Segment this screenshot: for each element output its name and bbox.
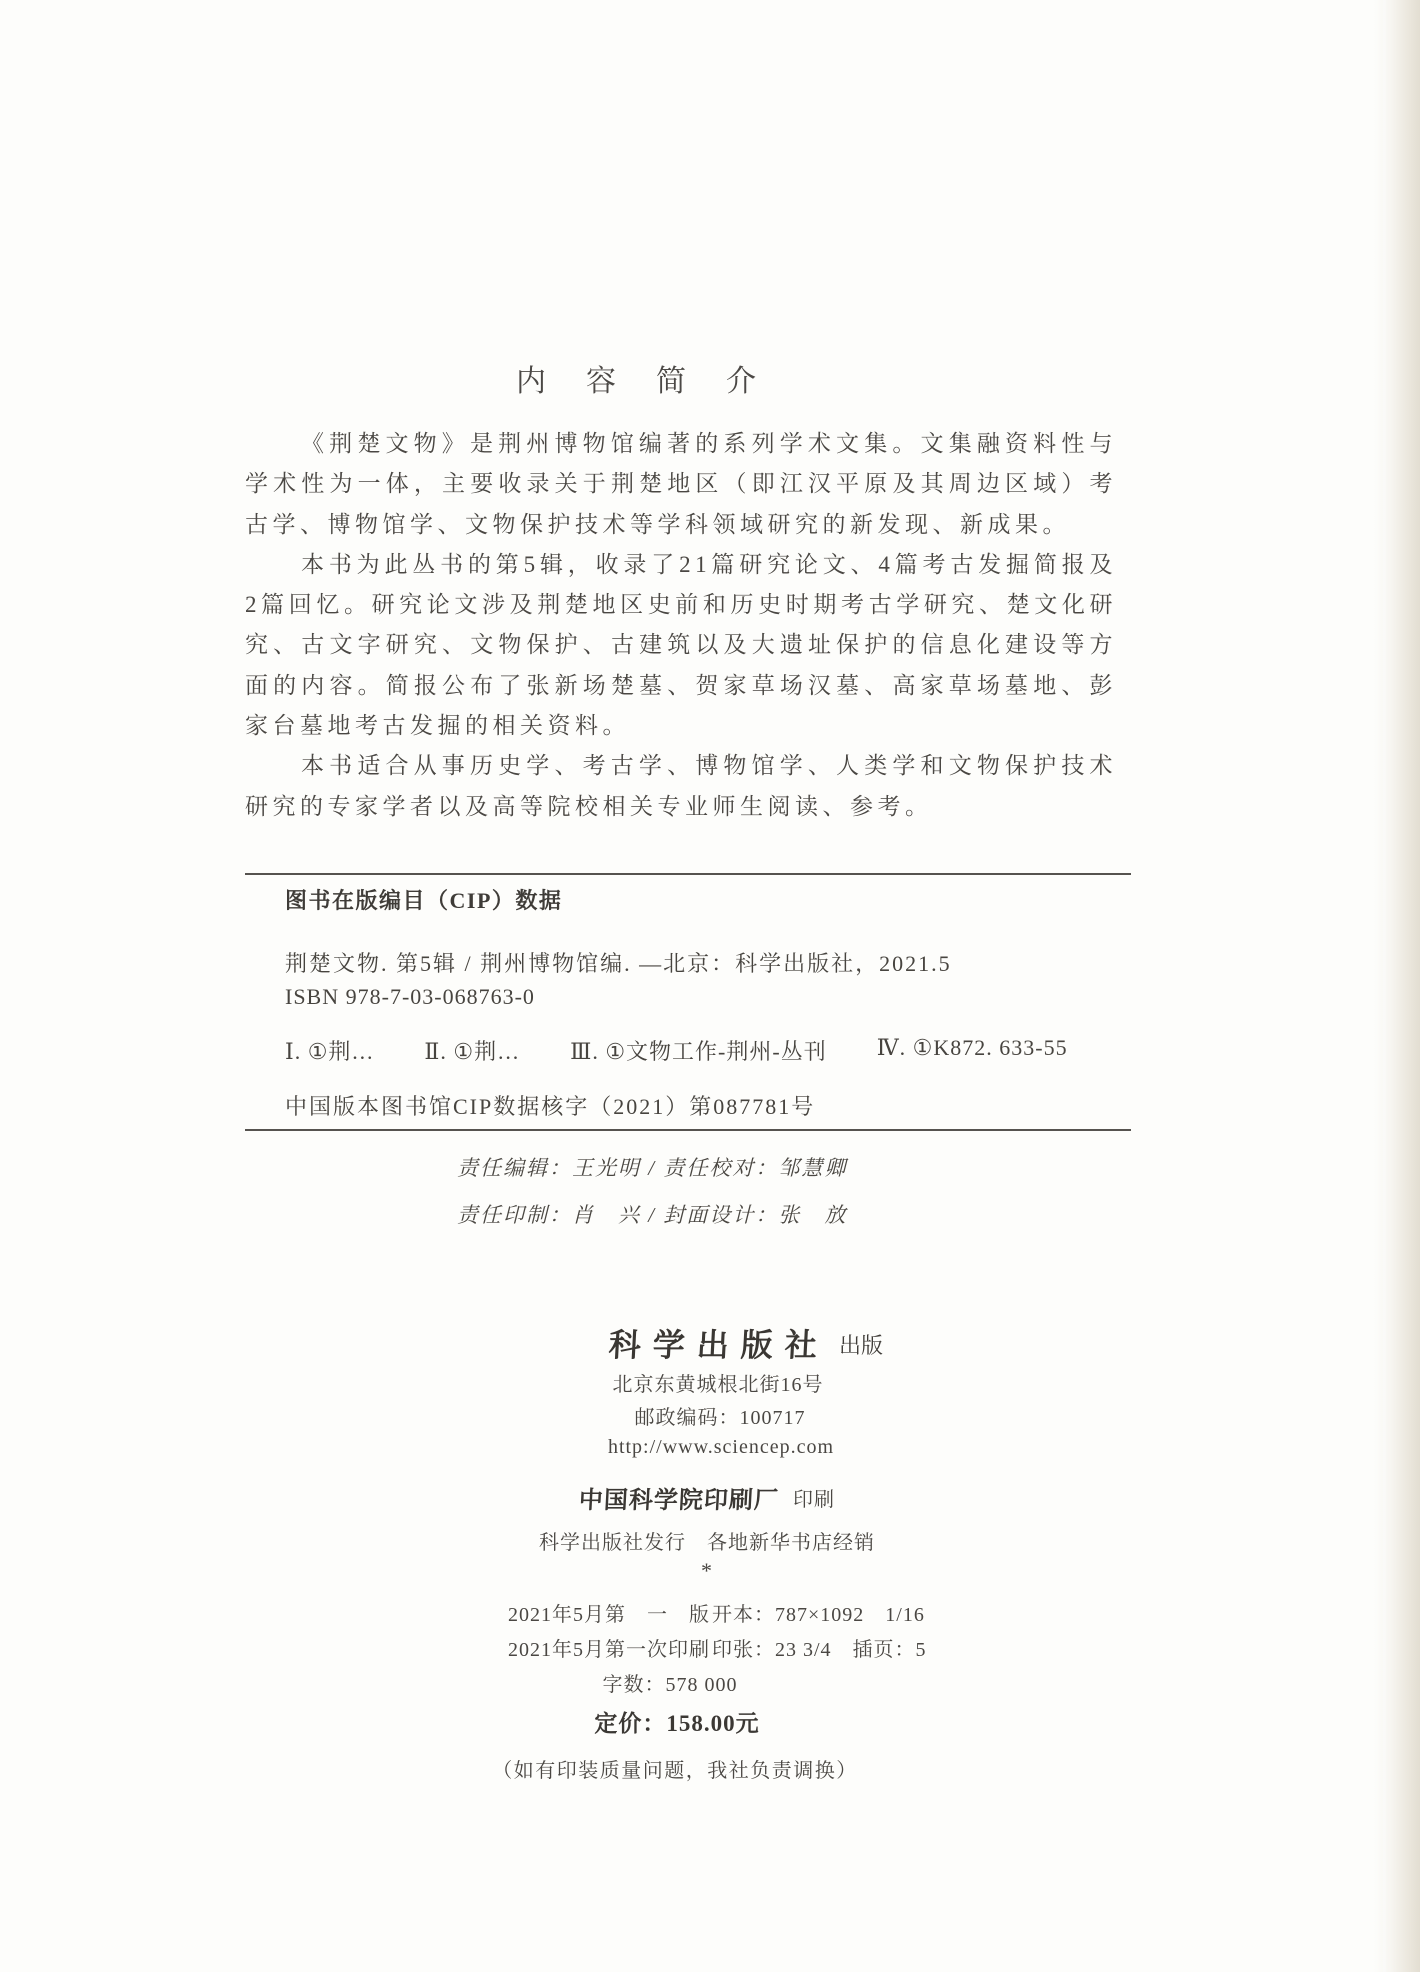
page-title: 内容简介 <box>516 365 796 398</box>
quality-notice-line: （如有印装质量问题，我社负责调换） <box>492 1760 858 1782</box>
cip-classification-item: Ⅳ. ①K872. 633-55 <box>876 1035 1068 1060</box>
cip-isbn-line: ISBN 978-7-03-068763-0 <box>285 984 535 1009</box>
content-summary-block <box>245 424 1117 827</box>
intro-paragraph-1: 《荆楚文物》是荆州博物馆编著的系列学术文集。文集融资料性与学术性为一体，主要收录关于荆楚地区（即江汉平原及其周边区域）考古学、博物馆学、文物保护技术等学科领域研究的新发现、新成果。 <box>245 431 1117 537</box>
price-line: 定价：158.00元 <box>594 1711 760 1736</box>
cip-registry-line: 中国版本图书馆CIP数据核字（2021）第087781号 <box>285 1094 816 1119</box>
publisher-line <box>609 1320 883 1366</box>
publisher-suffix-label: 出版 <box>839 1333 884 1358</box>
page-edge-shadow <box>1374 0 1420 1972</box>
cip-record-line: 荆楚文物. 第5辑 / 荆州博物馆编. —北京：科学出版社，2021.5 <box>285 951 952 976</box>
cip-heading: 图书在版编目（CIP）数据 <box>285 888 563 913</box>
asterisk-separator: * <box>701 1558 713 1583</box>
sheets-spec: 印张：23 3/4 插页：5 <box>712 1639 927 1661</box>
format-spec: 开本：787×1092 1/16 <box>712 1604 925 1626</box>
printer-line <box>579 1480 835 1515</box>
edition-line <box>508 1598 925 1627</box>
publisher-address-line: 北京东黄城根北街16号 <box>612 1374 824 1396</box>
printing-date: 2021年5月第一次印刷 <box>508 1639 710 1661</box>
printer-suffix-label: 印刷 <box>793 1489 835 1511</box>
postcode-line: 邮政编码：100717 <box>634 1407 806 1429</box>
editor-credits-line-1: 责任编辑：王光明 / 责任校对：邹慧卿 <box>457 1156 848 1180</box>
cip-classification-line <box>285 1035 1068 1066</box>
intro-paragraph-2: 本书为此丛书的第5辑，收录了21篇研究论文、4篇考古发掘简报及2篇回忆。研究论文涉及荆楚地区史前和历史时期考古学研究、楚文化研究、古文字研究、文物保护、古建筑以及大遗址保护的信息化建设等方面的内容。简报公布了张新场楚墓、贺家草场汉墓、高家草场墓地、彭家台墓地考古发掘的相关资料。 <box>245 551 1117 739</box>
cip-classification-item: Ⅱ. ①荆… <box>424 1039 521 1064</box>
distribution-line: 科学出版社发行 各地新华书店经销 <box>539 1532 875 1554</box>
printing-line <box>508 1633 927 1662</box>
publisher-website: http://www.sciencep.com <box>607 1436 835 1458</box>
publisher-logotype: 科学出版社 <box>607 1327 830 1363</box>
intro-paragraph-3: 本书适合从事历史学、考古学、博物馆学、人类学和文物保护技术研究的专家学者以及高等院校相关专业师生阅读、参考。 <box>245 753 1117 819</box>
edition-date: 2021年5月第 一 版 <box>508 1604 710 1626</box>
editor-credits-line-2: 责任印制：肖 兴 / 封面设计：张 放 <box>457 1203 848 1227</box>
cip-classification-item: Ⅲ. ①文物工作-荆州-丛刊 <box>570 1039 827 1064</box>
word-count-line: 字数：578 000 <box>602 1674 738 1696</box>
printer-logotype: 中国科学院印刷厂 <box>578 1488 780 1514</box>
cip-classification-item: Ⅰ. ①荆… <box>285 1039 375 1064</box>
